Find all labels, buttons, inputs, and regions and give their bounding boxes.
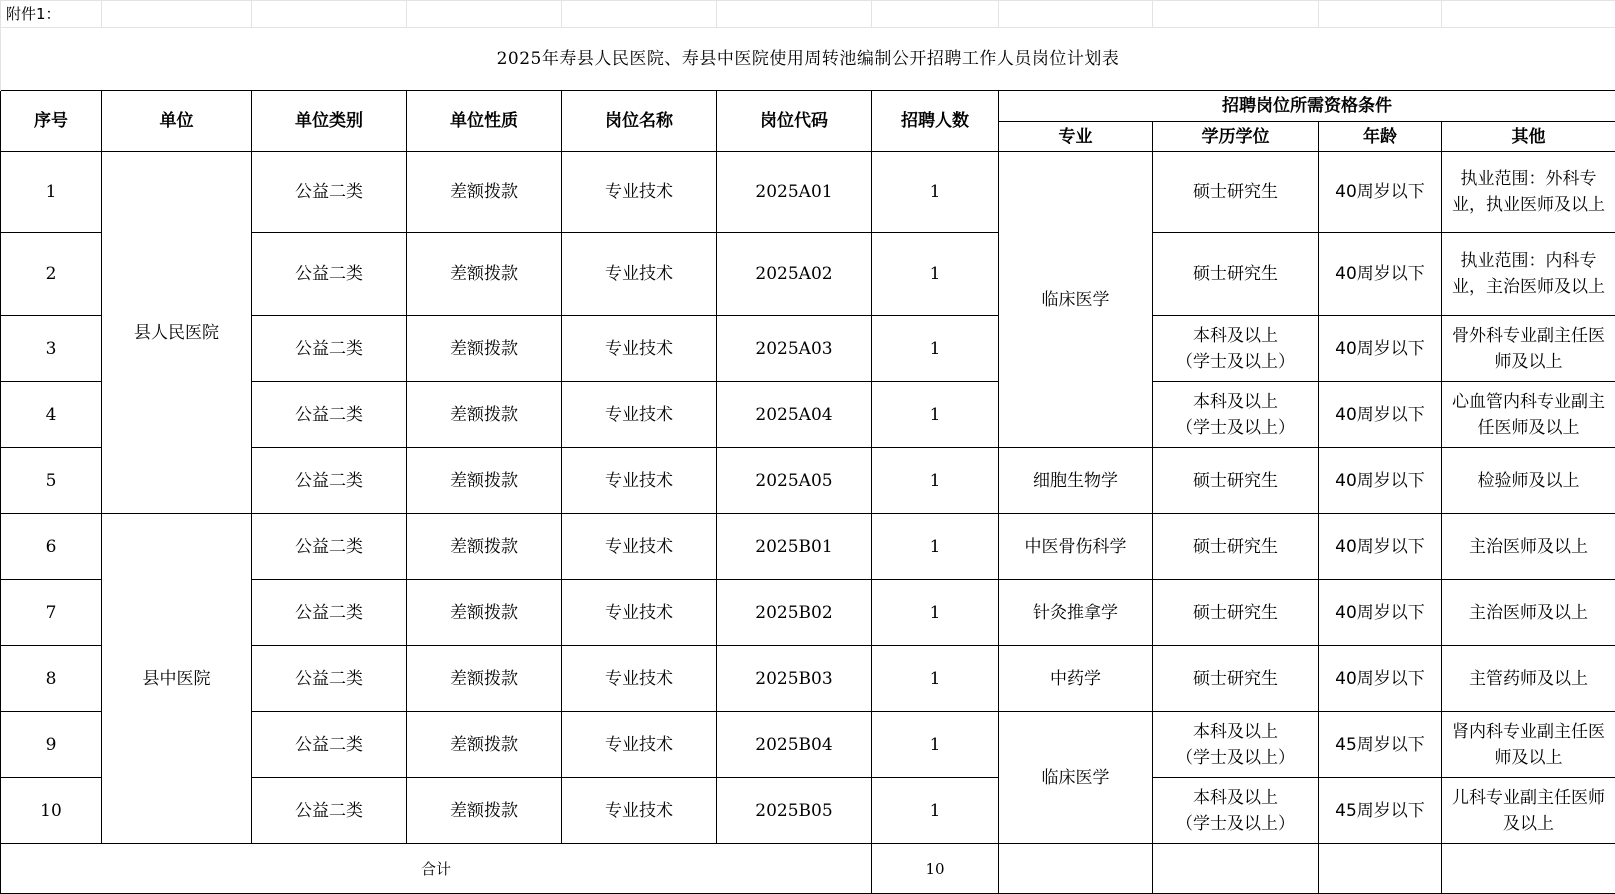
nature-cell: 差额拨款: [407, 448, 562, 514]
other-cell: 执业范围：内科专业，主治医师及以上: [1442, 233, 1615, 316]
post-cell: 专业技术: [562, 382, 717, 448]
count-cell: 1: [872, 580, 999, 646]
age-cell: 40周岁以下: [1319, 152, 1442, 233]
education-text: 硕士研究生: [1193, 536, 1278, 557]
category-cell: 公益二类: [252, 646, 407, 712]
major-cell: 细胞生物学: [999, 448, 1153, 514]
other-cell: 儿科专业副主任医师及以上: [1442, 778, 1615, 844]
education-text: 硕士研究生: [1193, 264, 1278, 284]
education-cell: [1153, 712, 1319, 778]
header-unit-nature: 单位性质: [407, 91, 562, 152]
total-label: 合计: [1, 844, 872, 894]
header-unit: 单位: [102, 91, 252, 152]
category-cell: 公益二类: [252, 316, 407, 382]
code-cell: 2025B04: [717, 712, 872, 778]
header-post-name: 岗位名称: [562, 91, 717, 152]
seq-cell: 7: [1, 580, 102, 646]
post-cell: 专业技术: [562, 712, 717, 778]
seq-cell: 3: [1, 316, 102, 382]
education-text: 本科及以上: [1193, 787, 1278, 808]
education-cell: [1153, 580, 1319, 646]
age-cell: 45周岁以下: [1319, 712, 1442, 778]
education-text: 硕士研究生: [1193, 182, 1278, 202]
nature-cell: 差额拨款: [407, 646, 562, 712]
degree-text: （学士及以上）: [1176, 351, 1295, 372]
count-cell: 1: [872, 233, 999, 316]
empty-cell: [102, 1, 252, 28]
education-cell: [1153, 514, 1319, 580]
education-cell: [1153, 448, 1319, 514]
total-count: 10: [872, 844, 999, 894]
category-cell: 公益二类: [252, 514, 407, 580]
header-row: [1, 91, 1615, 122]
education-text: 本科及以上: [1193, 325, 1278, 346]
category-cell: 公益二类: [252, 448, 407, 514]
major-cell: 临床医学: [999, 152, 1153, 448]
education-cell: [1153, 152, 1319, 233]
education-text: 硕士研究生: [1193, 602, 1278, 623]
education-text: 本科及以上: [1193, 391, 1278, 412]
table-row: [1, 514, 1615, 580]
category-cell: 公益二类: [252, 382, 407, 448]
major-cell: 临床医学: [999, 712, 1153, 844]
post-cell: 专业技术: [562, 646, 717, 712]
header-post-code: 岗位代码: [717, 91, 872, 152]
education-cell: [1153, 316, 1319, 382]
major-cell: 中医骨伤科学: [999, 514, 1153, 580]
age-cell: 40周岁以下: [1319, 646, 1442, 712]
category-cell: 公益二类: [252, 233, 407, 316]
code-cell: 2025A04: [717, 382, 872, 448]
other-cell: 肾内科专业副主任医师及以上: [1442, 712, 1615, 778]
code-cell: 2025B01: [717, 514, 872, 580]
empty-cell: [252, 1, 407, 28]
nature-cell: 差额拨款: [407, 382, 562, 448]
empty-cell: [1153, 844, 1319, 894]
count-cell: 1: [872, 316, 999, 382]
education-text: 硕士研究生: [1193, 668, 1278, 689]
post-cell: 专业技术: [562, 233, 717, 316]
nature-cell: 差额拨款: [407, 778, 562, 844]
header-other: 其他: [1442, 122, 1615, 152]
header-major: 专业: [999, 122, 1153, 152]
other-cell: 执业范围：外科专业，执业医师及以上: [1442, 152, 1615, 233]
age-cell: 40周岁以下: [1319, 233, 1442, 316]
header-seq: 序号: [1, 91, 102, 152]
code-cell: 2025B05: [717, 778, 872, 844]
post-cell: 专业技术: [562, 152, 717, 233]
post-cell: 专业技术: [562, 514, 717, 580]
nature-cell: 差额拨款: [407, 580, 562, 646]
age-cell: 40周岁以下: [1319, 382, 1442, 448]
attachment-row: [1, 1, 1615, 28]
table-row: [1, 152, 1615, 233]
seq-cell: 9: [1, 712, 102, 778]
count-cell: 1: [872, 646, 999, 712]
degree-text: （学士及以上）: [1176, 813, 1295, 834]
empty-cell: [1153, 1, 1319, 28]
header-age: 年龄: [1319, 122, 1442, 152]
empty-cell: [1442, 844, 1615, 894]
other-cell: 主治医师及以上: [1442, 514, 1615, 580]
nature-cell: 差额拨款: [407, 712, 562, 778]
education-cell: [1153, 646, 1319, 712]
empty-cell: [1319, 844, 1442, 894]
education-cell: [1153, 382, 1319, 448]
code-cell: 2025A01: [717, 152, 872, 233]
education-cell: [1153, 233, 1319, 316]
count-cell: 1: [872, 382, 999, 448]
header-unit-category: 单位类别: [252, 91, 407, 152]
empty-cell: [1442, 1, 1615, 28]
header-recruit-count: 招聘人数: [872, 91, 999, 152]
category-cell: 公益二类: [252, 778, 407, 844]
category-cell: 公益二类: [252, 152, 407, 233]
nature-cell: 差额拨款: [407, 152, 562, 233]
count-cell: 1: [872, 514, 999, 580]
code-cell: 2025B02: [717, 580, 872, 646]
empty-cell: [1319, 1, 1442, 28]
age-cell: 40周岁以下: [1319, 316, 1442, 382]
title-row: [1, 28, 1615, 91]
nature-cell: 差额拨款: [407, 316, 562, 382]
unit-cell: 县人民医院: [102, 152, 252, 514]
empty-cell: [407, 1, 562, 28]
post-cell: 专业技术: [562, 580, 717, 646]
other-cell: 主治医师及以上: [1442, 580, 1615, 646]
age-cell: 40周岁以下: [1319, 448, 1442, 514]
degree-text: （学士及以上）: [1176, 747, 1295, 768]
seq-cell: 2: [1, 233, 102, 316]
education-text: 本科及以上: [1193, 721, 1278, 742]
empty-cell: [999, 844, 1153, 894]
page-title: 2025年寿县人民医院、寿县中医院使用周转池编制公开招聘工作人员岗位计划表: [1, 28, 1615, 91]
nature-cell: 差额拨款: [407, 233, 562, 316]
age-cell: 40周岁以下: [1319, 580, 1442, 646]
post-cell: 专业技术: [562, 316, 717, 382]
other-cell: 心血管内科专业副主任医师及以上: [1442, 382, 1615, 448]
code-cell: 2025A02: [717, 233, 872, 316]
total-row: [1, 844, 1615, 894]
education-text: 硕士研究生: [1193, 470, 1278, 491]
empty-cell: [999, 1, 1153, 28]
code-cell: 2025A05: [717, 448, 872, 514]
post-cell: 专业技术: [562, 448, 717, 514]
other-cell: 主管药师及以上: [1442, 646, 1615, 712]
empty-cell: [562, 1, 717, 28]
seq-cell: 1: [1, 152, 102, 233]
seq-cell: 6: [1, 514, 102, 580]
seq-cell: 5: [1, 448, 102, 514]
seq-cell: 4: [1, 382, 102, 448]
category-cell: 公益二类: [252, 712, 407, 778]
empty-cell: [872, 1, 999, 28]
other-cell: 骨外科专业副主任医师及以上: [1442, 316, 1615, 382]
other-cell: 检验师及以上: [1442, 448, 1615, 514]
education-cell: [1153, 778, 1319, 844]
degree-text: （学士及以上）: [1176, 417, 1295, 438]
category-cell: 公益二类: [252, 580, 407, 646]
major-cell: 中药学: [999, 646, 1153, 712]
post-cell: 专业技术: [562, 778, 717, 844]
age-cell: 45周岁以下: [1319, 778, 1442, 844]
seq-cell: 8: [1, 646, 102, 712]
major-cell: 针灸推拿学: [999, 580, 1153, 646]
count-cell: 1: [872, 778, 999, 844]
empty-cell: [717, 1, 872, 28]
attachment-label: 附件1：: [1, 1, 102, 28]
seq-cell: 10: [1, 778, 102, 844]
count-cell: 1: [872, 448, 999, 514]
header-education: 学历学位: [1153, 122, 1319, 152]
nature-cell: 差额拨款: [407, 514, 562, 580]
code-cell: 2025B03: [717, 646, 872, 712]
count-cell: 1: [872, 152, 999, 233]
unit-cell: 县中医院: [102, 514, 252, 844]
code-cell: 2025A03: [717, 316, 872, 382]
count-cell: 1: [872, 712, 999, 778]
age-cell: 40周岁以下: [1319, 514, 1442, 580]
header-qualifications: 招聘岗位所需资格条件: [999, 91, 1615, 122]
